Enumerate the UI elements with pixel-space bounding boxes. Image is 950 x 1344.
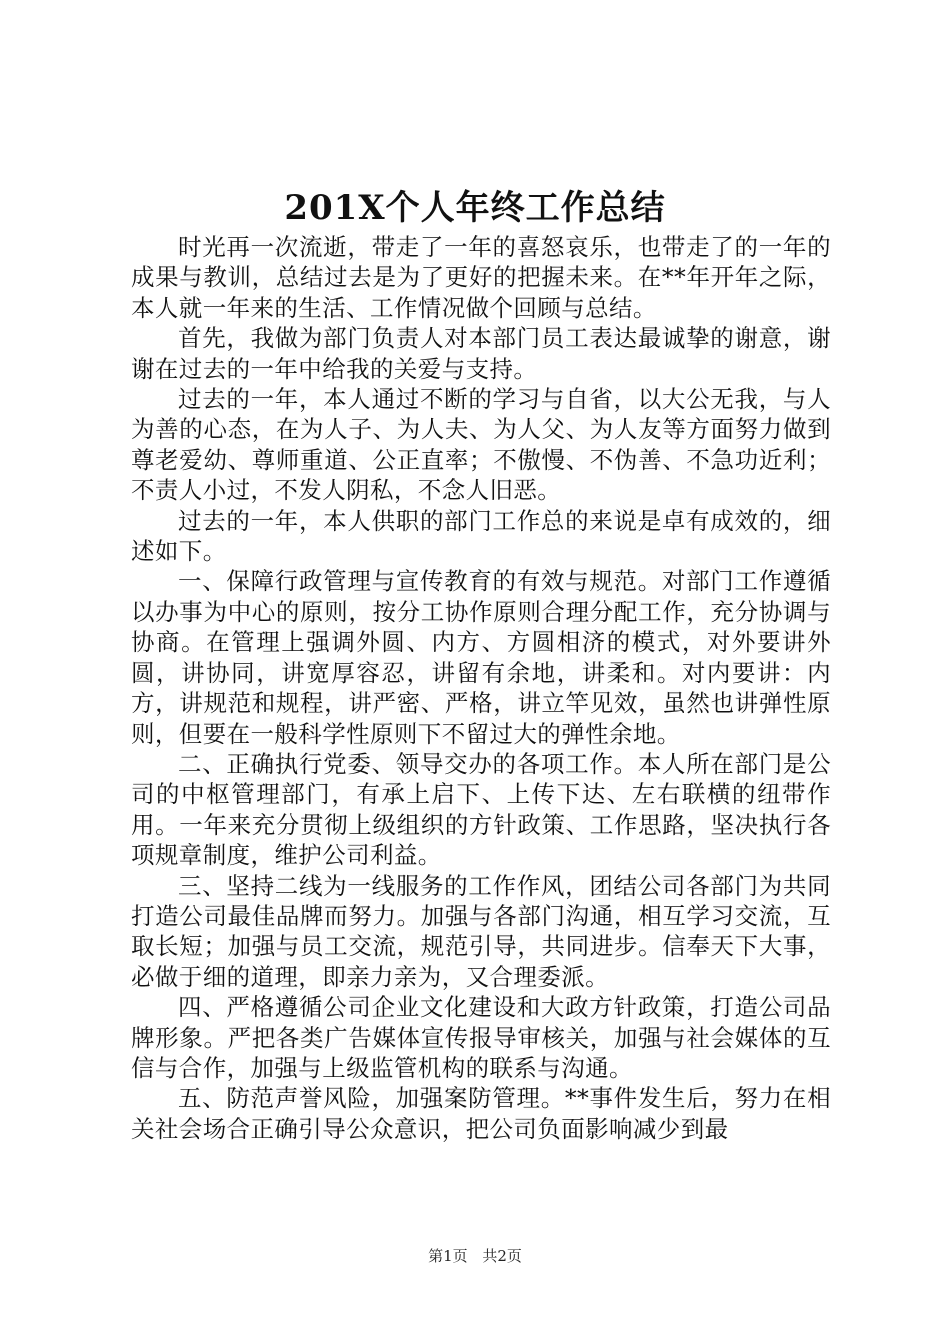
paragraph: 时光再一次流逝，带走了一年的喜怒哀乐，也带走了的一年的成果与教训，总结过去是为了更好的把握未来。在**年开年之际，本人就一年来的生活、工作情况做个回顾与总结。 [131,233,831,322]
page-total: 共2页 [482,1247,522,1265]
paragraph: 四、严格遵循公司企业文化建设和大政方针政策，打造公司品牌形象。严把各类广告媒体宣传报导审核关，加强与社会媒体的互信与合作，加强与上级监管机构的联系与沟通。 [131,993,831,1082]
page-number: 第1页 [428,1247,468,1265]
paragraph: 一、保障行政管理与宣传教育的有效与规范。对部门工作遵循以办事为中心的原则，按分工协作原则合理分配工作，充分协调与协商。在管理上强调外圆、内方、方圆相济的模式，对外要讲外圆，讲协同，讲宽厚容忍，讲留有余地，讲柔和。对内要讲：内方，讲规范和规程，讲严密、严格，讲立竿见效，虽然也讲弹性原则，但要在一般科学性原则下不留过大的弹性余地。 [131,567,831,748]
paragraph: 二、正确执行党委、领导交办的各项工作。本人所在部门是公司的中枢管理部门，有承上启下、上传下达、左右联横的纽带作用。一年来充分贯彻上级组织的方针政策、工作思路，坚决执行各项规章制度，维护公司利益。 [131,749,831,870]
paragraph: 过去的一年，本人通过不断的学习与自省，以大公无我，与人为善的心态，在为人子、为人夫、为人父、为人友等方面努力做到尊老爱幼、尊师重道、公正直率；不傲慢、不伪善、不急功近利；不责人小过，不发人阴私，不念人旧恶。 [131,385,831,505]
paragraph: 五、防范声誉风险，加强案防管理。**事件发生后，努力在相关社会场合正确引导公众意识，把公司负面影响减少到最 [131,1084,831,1143]
document-title: 201X个人年终工作总结 [284,188,666,228]
paragraph: 三、坚持二线为一线服务的工作作风，团结公司各部门为共同打造公司最佳品牌而努力。加强与各部门沟通，相互学习交流，互取长短；加强与员工交流，规范引导，共同进步。信奉天下大事，必做于细的道理，即亲力亲为，又合理委派。 [131,871,831,991]
paragraph: 首先，我做为部门负责人对本部门员工表达最诚挚的谢意，谢谢在过去的一年中给我的关爱与支持。 [131,324,831,383]
paragraph: 过去的一年，本人供职的部门工作总的来说是卓有成效的，细述如下。 [131,506,831,566]
document-body [131,232,831,1144]
page-footer [0,1246,950,1266]
